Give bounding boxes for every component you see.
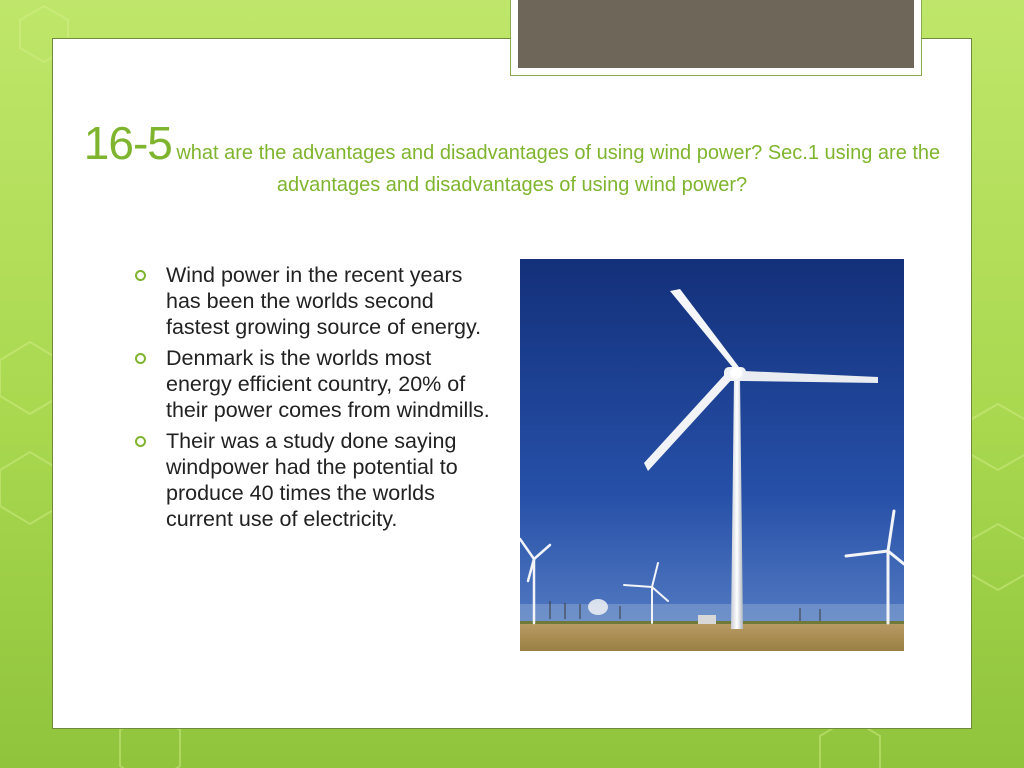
hollow-circle-icon xyxy=(135,270,146,281)
hollow-circle-icon xyxy=(135,353,146,364)
slide-title xyxy=(80,117,944,202)
title-text: what are the advantages and disadvantages of using wind power? Sec.1 using are the advantages and disadvantages of using wind power? xyxy=(176,142,941,196)
decorative-tab-fill xyxy=(518,0,914,68)
bullet-list xyxy=(134,262,500,537)
bullet-item xyxy=(134,428,500,532)
bullet-text: Denmark is the worlds most energy efficient country, 20% of their power comes from windmills. xyxy=(166,346,490,422)
bullet-text: Their was a study done saying windpower had the potential to produce 40 times the worlds current use of electricity. xyxy=(166,429,458,531)
bullet-item xyxy=(134,345,500,423)
title-number: 16-5 xyxy=(83,117,172,169)
hollow-circle-icon xyxy=(135,436,146,447)
bullet-text: Wind power in the recent years has been the worlds second fastest growing source of energy. xyxy=(166,263,482,339)
bullet-item xyxy=(134,262,500,340)
decorative-tab xyxy=(510,0,922,76)
wind-turbines-photo xyxy=(520,259,904,651)
